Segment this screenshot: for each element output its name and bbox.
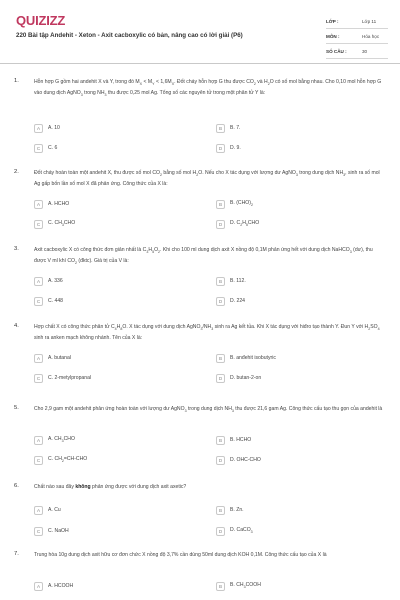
header xyxy=(0,0,400,66)
meta-value: Lớp 11 xyxy=(362,18,377,24)
option-text: D. OHC-CHO xyxy=(230,457,261,463)
answer-option-a[interactable] xyxy=(34,198,69,210)
answer-option-a[interactable] xyxy=(34,122,60,134)
meta-table xyxy=(326,14,388,59)
answer-option-d[interactable] xyxy=(216,142,241,154)
option-text: B. HCHO xyxy=(230,437,252,443)
answer-option-a[interactable] xyxy=(34,275,63,287)
answer-option-b[interactable] xyxy=(216,122,240,134)
option-letter-box: A xyxy=(34,200,43,209)
question-number: 3. xyxy=(14,246,19,252)
meta-row-subject xyxy=(326,29,388,44)
answer-option-b[interactable] xyxy=(216,434,251,446)
answer-option-c[interactable] xyxy=(34,454,87,466)
option-text: D. $C_2H_5CHO$ xyxy=(230,220,260,228)
meta-key: MÔN : xyxy=(326,33,340,39)
document-title: 220 Bài tập Andehit - Xeton - Axit cacboxylic có bản, nâng cao có lời giải (P6) xyxy=(16,32,243,39)
question-number: 1. xyxy=(14,78,19,84)
answer-option-c[interactable] xyxy=(34,525,69,537)
option-text: D. CaCO$_3$ xyxy=(230,527,253,535)
answer-option-a[interactable] xyxy=(34,352,71,364)
option-text: B. 7. xyxy=(230,125,241,131)
option-letter-box: B xyxy=(216,582,225,591)
meta-row-class xyxy=(326,14,388,29)
option-text: A. butanal xyxy=(48,355,71,361)
question-number: 6. xyxy=(14,483,19,489)
answer-option-a[interactable] xyxy=(34,434,75,446)
answer-option-b[interactable] xyxy=(216,352,276,364)
question-number: 5. xyxy=(14,405,19,411)
option-letter-box: C xyxy=(34,527,43,536)
option-letter-box: A xyxy=(34,124,43,133)
option-letter-box: C xyxy=(34,297,43,306)
question-text: Hỗn hợp G gồm hai andehit X và Y, trong đó $M_X < M_Y < 1,6M_X$. Đốt cháy hỗn hợp G thu được $CO_2$ và $H_2O$ có số mol bằng nhau. Cho 0,10 mol hỗn hợp G vào dung dịch AgNO$_3$ trong $NH_3$ thu được 0,25 mol Ag. Tổng số các nguyên tử trong một phân tử Y là: xyxy=(34,79,382,97)
answer-option-b[interactable] xyxy=(216,580,261,592)
option-letter-box: A xyxy=(34,582,43,591)
answer-option-d[interactable] xyxy=(216,454,261,466)
question-text: Trung hòa 10g dung dịch axit hữu cơ đơn chức X nồng độ 3,7% cần dùng 50ml dung dịch KOH 0,1M. Công thức cấu tạo của X là xyxy=(34,552,327,558)
option-text: A. 336 xyxy=(48,278,63,284)
question-number: 2. xyxy=(14,169,19,175)
option-text: C. NaOH xyxy=(48,528,69,534)
question-number: 4. xyxy=(14,323,19,329)
header-divider xyxy=(0,63,400,64)
question-number: 7. xyxy=(14,551,19,557)
answer-option-d[interactable] xyxy=(216,218,259,230)
option-letter-box: B xyxy=(216,277,225,286)
option-text: C. 448 xyxy=(48,298,64,304)
option-text: C. 6 xyxy=(48,145,58,151)
option-text: A. $CH_3CHO$ xyxy=(48,436,75,444)
option-text: A. Cu xyxy=(48,507,61,513)
meta-value: Hóa học xyxy=(362,33,380,39)
option-letter-box: D xyxy=(216,456,225,465)
option-letter-box: B xyxy=(216,436,225,445)
option-text: C. $CH_3CHO$ xyxy=(48,220,76,228)
option-text: B. 112. xyxy=(230,278,246,284)
quizizz-logo: QUIZIZZ xyxy=(16,13,66,28)
option-letter-box: B xyxy=(216,200,225,209)
option-letter-box: B xyxy=(216,506,225,515)
option-text: D. 9. xyxy=(230,145,241,151)
option-letter-box: B xyxy=(216,124,225,133)
option-text: A. HCOOH xyxy=(48,583,74,589)
meta-value: 30 xyxy=(362,48,368,54)
answer-option-d[interactable] xyxy=(216,525,253,537)
option-letter-box: D xyxy=(216,297,225,306)
option-letter-box: A xyxy=(34,506,43,515)
answer-option-a[interactable] xyxy=(34,504,61,516)
question-text: Cho 2,9 gam một andehit phản ứng hoàn toàn với lượng dư AgNO$_3$ trong dung dịch $NH_3$ thu được 21,6 gam Ag. Công thức cấu tạo thu gọn của andehit là xyxy=(34,406,383,414)
option-text: D. 224 xyxy=(230,298,246,304)
answer-option-d[interactable] xyxy=(216,295,245,307)
answer-option-a[interactable] xyxy=(34,580,73,592)
option-letter-box: A xyxy=(34,436,43,445)
option-letter-box: C xyxy=(34,220,43,229)
question-text: Chất nào sau đây không phản ứng được với dung dịch axit axetic? xyxy=(34,484,187,490)
option-letter-box: D xyxy=(216,144,225,153)
meta-key: SỐ CÂU : xyxy=(326,48,347,54)
option-letter-box: A xyxy=(34,277,43,286)
option-text: B. $CH_3COOH$ xyxy=(230,582,261,590)
answer-option-c[interactable] xyxy=(34,218,75,230)
answer-option-c[interactable] xyxy=(34,295,63,307)
option-letter-box: B xyxy=(216,354,225,363)
option-letter-box: C xyxy=(34,374,43,383)
answer-option-b[interactable] xyxy=(216,198,253,210)
option-text: C. 2-metylpropanal xyxy=(48,375,92,381)
option-text: D. butan-2-on xyxy=(230,375,262,381)
question-text: Axit cacboxylic X có công thức đơn giản nhất là $C_3H_5O_2$. Khi cho 100 ml dung dịch axit X nồng độ 0,1M phản ứng hết với dung dịch NaHCO$_3$ (dư), thu được V ml khí $CO_2$ (đktc). Giá trị của V là: xyxy=(34,247,373,265)
option-letter-box: D xyxy=(216,527,225,536)
option-letter-box: C xyxy=(34,144,43,153)
option-text: B. $(CHO)_2$ xyxy=(230,200,253,208)
option-letter-box: D xyxy=(216,220,225,229)
option-text: B. anđehit isobutyric xyxy=(230,355,276,361)
answer-option-b[interactable] xyxy=(216,275,246,287)
option-letter-box: C xyxy=(34,456,43,465)
question-text: Hợp chất X có công thức phân tử $C_4H_8O$. X tác dụng với dung dịch $AgNO_3/NH_3$ sinh ra Ag kết tủa. Khi X tác dụng với hiđro tạo thành Y. Đun Y với $H_2SO_4$ sinh ra anken mạch không nhánh. Tên của X là: xyxy=(34,324,380,341)
option-text: B. Zn. xyxy=(230,507,244,513)
answer-option-c[interactable] xyxy=(34,372,91,384)
meta-row-count xyxy=(326,44,388,59)
answer-option-b[interactable] xyxy=(216,504,244,516)
option-letter-box: A xyxy=(34,354,43,363)
option-text: A. HCHO xyxy=(48,201,70,207)
option-text: A. 10 xyxy=(48,125,60,131)
question-text: Đốt cháy hoàn toàn một andehit X, thu được số mol $CO_2$ bằng số mol $H_2O$. Nếu cho X tác dụng với lượng dư AgNO$_3$ trong dung dịch $NH_3$, sinh ra số mol Ag gấp bốn lần số mol X đã phản ứng. Công thức của X là: xyxy=(34,170,380,187)
answer-option-c[interactable] xyxy=(34,142,57,154)
answer-option-d[interactable] xyxy=(216,372,261,384)
option-letter-box: D xyxy=(216,374,225,383)
meta-key: LỚP : xyxy=(326,18,339,24)
option-text: C. $CH_2=CH$-CHO xyxy=(48,456,88,464)
